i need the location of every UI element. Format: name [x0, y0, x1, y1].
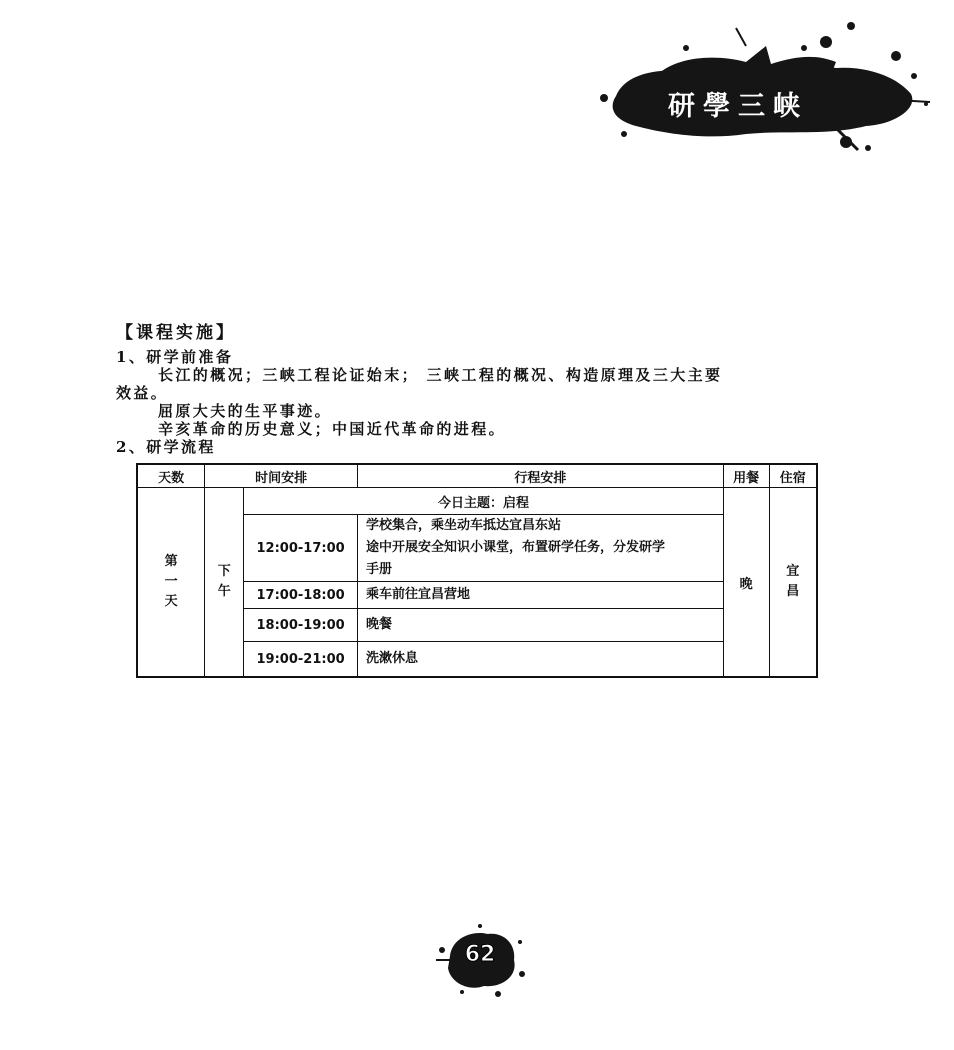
- day-char: 第: [164, 554, 178, 569]
- lodging-char: 宜: [786, 564, 800, 579]
- day-char: 一: [164, 574, 178, 589]
- page-number: 62: [464, 942, 496, 967]
- activity-cell: 洗漱休息: [357, 642, 723, 678]
- day-char: 天: [164, 594, 178, 609]
- header-day: 天数: [137, 464, 205, 488]
- flow-heading: 2、研学流程: [116, 438, 216, 456]
- activity-cell: 乘车前往宜昌营地: [357, 582, 723, 609]
- activity-line: 手册: [365, 562, 392, 577]
- prep-item-1: 长江的概况；三峡工程论证始末； 三峡工程的概况、构造原理及三大主要: [158, 366, 723, 384]
- prep-item-1-continued: 效益。: [116, 384, 169, 402]
- header-title: 研學三峡: [668, 91, 808, 122]
- period-char: 午: [217, 584, 231, 599]
- period-cell: [205, 488, 244, 678]
- meal-cell: 晚: [723, 488, 769, 678]
- day-cell: [137, 488, 205, 678]
- header-itinerary: 行程安排: [357, 464, 723, 488]
- lodging-char: 昌: [786, 584, 800, 599]
- time-cell: 18:00-19:00: [244, 609, 358, 642]
- prep-item-2: 屈原大夫的生平事迹。: [158, 402, 333, 420]
- time-cell: 19:00-21:00: [244, 642, 358, 678]
- lodging-cell: [769, 488, 817, 678]
- prep-item-3: 辛亥革命的历史意义；中国近代革命的进程。: [158, 420, 507, 438]
- activity-cell: 晚餐: [357, 609, 723, 642]
- activity-line: 学校集合，乘坐动车抵达宜昌东站: [365, 518, 561, 533]
- theme-row: [137, 488, 817, 515]
- theme-cell: 今日主题：启程: [244, 488, 724, 515]
- itinerary-table: [136, 463, 818, 678]
- activity-cell: [357, 515, 723, 582]
- activity-line: 途中开展安全知识小课堂，布置研学任务，分发研学: [365, 540, 665, 555]
- time-cell: 12:00-17:00: [244, 515, 358, 582]
- header-meal: 用餐: [723, 464, 769, 488]
- header-lodging: 住宿: [769, 464, 817, 488]
- prep-heading: 1、研学前准备: [116, 348, 234, 366]
- section-title: 【课程实施】: [116, 323, 236, 343]
- header-time: 时间安排: [205, 464, 358, 488]
- time-cell: 17:00-18:00: [244, 582, 358, 609]
- period-char: 下: [217, 564, 231, 579]
- table-header-row: [137, 464, 817, 488]
